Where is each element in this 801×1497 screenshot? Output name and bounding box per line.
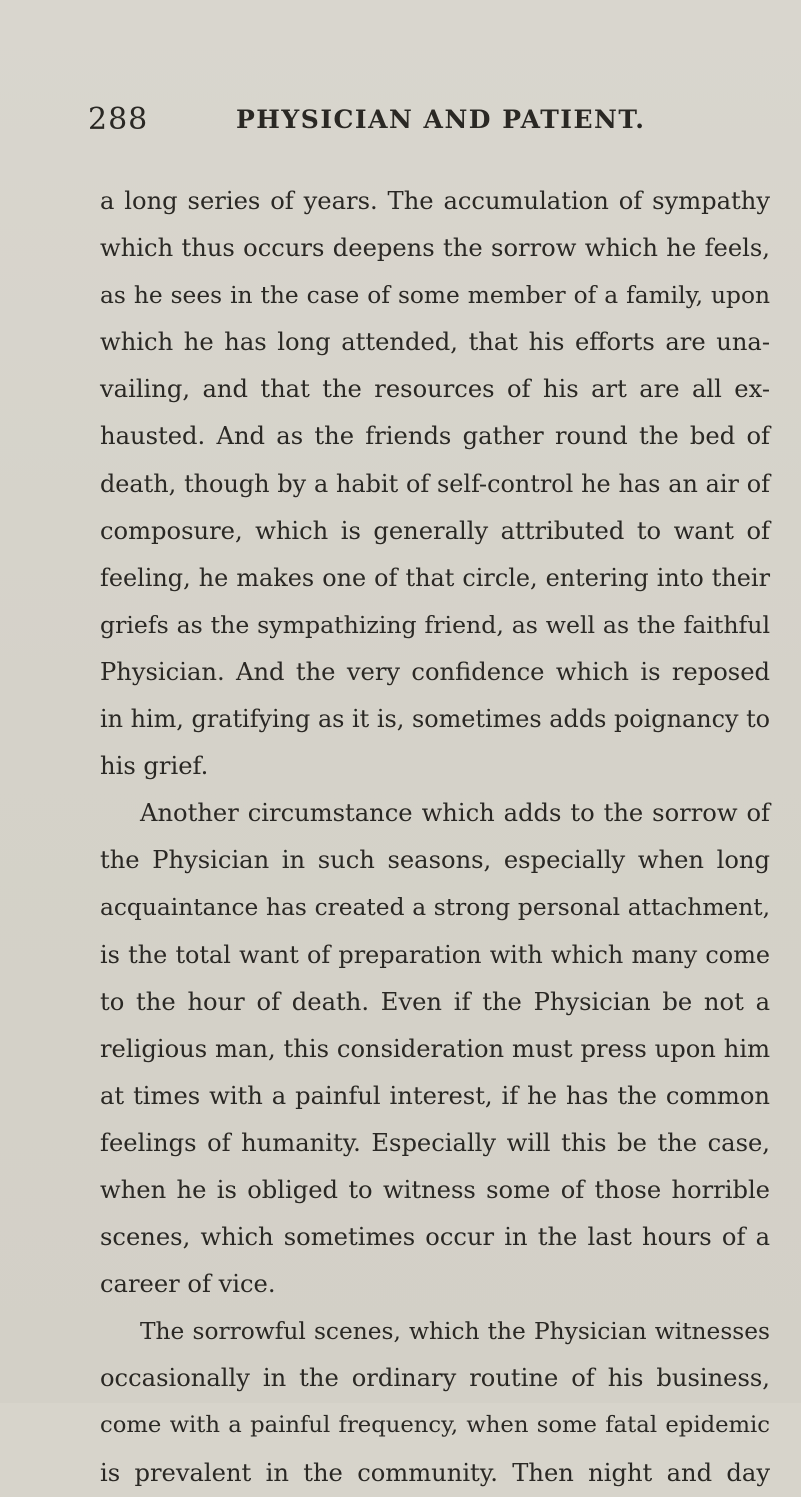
text-line: when he is obliged to witness some of those horrible — [100, 1175, 770, 1204]
text-line: feelings of humanity. Especially will this be the case, — [100, 1128, 770, 1157]
text-line: scenes, which sometimes occur in the last hours of a — [100, 1223, 770, 1252]
text-line: hausted. And as the friends gather round the bed of — [100, 422, 770, 451]
body-text — [100, 178, 770, 1497]
text-line: to the hour of death. Even if the Physician be not a — [100, 987, 770, 1016]
text-line: is the total want of preparation with which many come — [100, 940, 770, 969]
paragraph-first-line: The sorrowful scenes, which the Physician witnesses — [140, 1318, 770, 1346]
text-line: come with a painful frequency, when some fatal epidemic — [100, 1412, 770, 1439]
text-line: feeling, he makes one of that circle, entering into their — [100, 563, 770, 592]
text-line: as he sees in the case of some member of a family, upon — [100, 282, 770, 310]
text-line: his grief. — [100, 752, 209, 781]
text-line: a long series of years. The accumulation of sympathy — [100, 187, 770, 215]
text-line: the Physician in such seasons, especially when long — [100, 846, 770, 875]
text-line: in him, gratifying as it is, sometimes adds poignancy to — [100, 705, 771, 734]
text-line: griefs as the sympathizing friend, as well as the faithful — [100, 610, 770, 639]
text-line: which he has long attended, that his efforts are una- — [100, 328, 770, 357]
text-line: Physician. And the very confidence which is reposed — [100, 657, 770, 686]
text-line: career of vice. — [100, 1270, 276, 1299]
text-line: vailing, and that the resources of his art are all ex- — [100, 375, 770, 404]
text-line: acquaintance has created a strong personal attachment, — [100, 894, 770, 922]
text-line: which thus occurs deepens the sorrow which he feels, — [100, 234, 770, 263]
text-line: religious man, this consideration must press upon him — [100, 1034, 770, 1063]
running-head — [88, 102, 768, 142]
running-title: PHYSICIAN AND PATIENT. — [236, 105, 646, 134]
text-line: composure, which is generally attributed to want of — [100, 516, 770, 545]
paragraph-first-line: Another circumstance which adds to the sorrow of — [140, 799, 770, 828]
text-line: death, though by a habit of self-control he has an air of — [100, 469, 770, 498]
page-number: 288 — [88, 102, 149, 137]
text-line: occasionally in the ordinary routine of his business, — [100, 1364, 770, 1393]
text-line: at times with a painful interest, if he has the common — [100, 1081, 770, 1110]
text-line: is prevalent in the community. Then night and day — [100, 1458, 770, 1487]
